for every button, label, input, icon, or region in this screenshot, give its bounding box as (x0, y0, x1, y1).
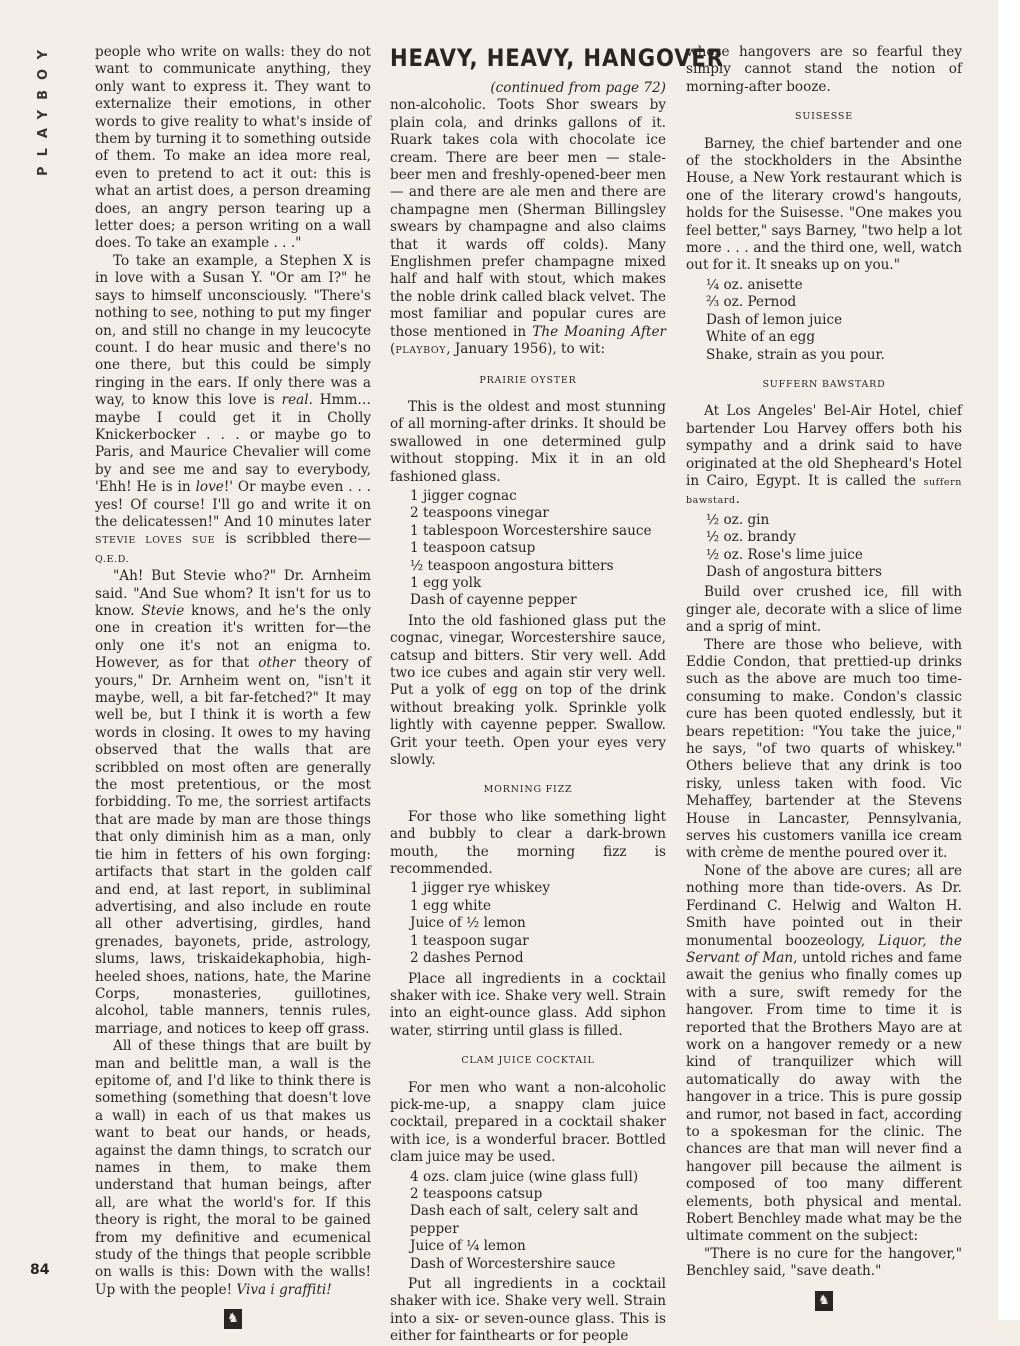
ingredient: 1 teaspoon sugar (410, 932, 529, 949)
column-2 (390, 44, 724, 1346)
ingredient-list (686, 277, 962, 364)
ingredient: 1 jigger cognac (410, 487, 517, 504)
page-number: 84 (30, 1262, 50, 1278)
paragraph: Put all ingredients in a cocktail shaker with ice. Shake very well. Strain into a six- or seven-ounce glass. This is either for fainthearts or for people (390, 1276, 666, 1345)
rabbit-head-icon: ♞ (224, 1309, 242, 1329)
column-3 (686, 44, 962, 1311)
ingredient: ½ oz. Rose's lime juice (706, 546, 863, 563)
ingredient: Juice of ¼ lemon (410, 1238, 526, 1255)
ingredient: Dash of lemon juice (706, 311, 843, 328)
masthead: PLAYBOY (36, 40, 51, 176)
recipe-title: CLAM JUICE COCKTAIL (461, 1055, 595, 1067)
ingredient-list (390, 880, 666, 967)
ingredient: 1 egg yolk (410, 574, 482, 591)
paragraph: Into the old fashioned glass put the cognac, vinegar, Worcestershire sauce, catsup and bitters. Stir very well. Add two ice cubes and again stir very well. Put a yolk of egg on top of the drink without breaking yolk. Sprinkle yolk lightly with cayenne pepper. Swallow. Grit your teeth. Open your eyes very slowly. (390, 612, 666, 769)
article-headline: HEAVY, HEAVY, HANGOVER (390, 44, 724, 72)
recipe-title: SUISESSE (795, 111, 853, 123)
ingredient: 1 jigger rye whiskey (410, 880, 551, 897)
ingredient: Shake, strain as you pour. (706, 346, 885, 363)
ingredient-list (390, 1169, 666, 1273)
ingredient: Dash of cayenne pepper (410, 592, 577, 609)
ingredient: Juice of ½ lemon (410, 915, 526, 932)
paragraph: "Ah! But Stevie who?" Dr. Arnheim said. "And Sue whom? It isn't for us to know. Stevie knows, and he's the only one in creation it's written for—the only one it's not an enigma to. However, as for that other theory of yours," Dr. Arnheim went on, "isn't it maybe, well, a bit far-fetched?" It may well be, but I think it is worth a few words in closing. It owes to my having observed that the walls that are scribbled on most often are generally the most pretentious, or the most forbidding. To me, the sorriest artifacts that are made by man are those things that only diminish him as a man, only tie him in fetters of his own forging: artifacts that start in the golden calf and end, at last report, in subliminal advertising, and also include en route all other advertising, girdles, hand grenades, bayonets, pride, astrology, slums, laws, triskaidekaphobia, high-heeled shoes, nations, hate, the Marine Corps, monasteries, guillotines, alcohol, table manners, tennis rules, marriage, and notices to keep off grass. (95, 568, 371, 1037)
ingredient: 2 teaspoons catsup (410, 1185, 543, 1202)
ingredient: ½ teaspoon angostura bitters (410, 557, 614, 574)
page-edge (998, 0, 1020, 1320)
ingredient: 1 egg white (410, 897, 491, 914)
column-1 (95, 44, 371, 1329)
paragraph: Place all ingredients in a cocktail shaker with ice. Shake very well. Strain into an eight-ounce glass. Add siphon water, stirring until glass is filled. (390, 970, 666, 1039)
paragraph: Barney, the chief bartender and one of the stockholders in the Absinthe House, a New York restaurant which is one of the literary crowd's hangouts, holds for the Suisesse. "One makes you feel better," says Barney, "two help a lot more . . . and the third one, well, watch out for it. It sneaks up on you." (686, 135, 962, 274)
paragraph: At Los Angeles' Bel-Air Hotel, chief bartender Lou Harvey offers both his sympathy and a drink said to have originated at the old Shepheard's Hotel in Cairo, Egypt. It is called the suffern bawstard. (686, 403, 962, 508)
recipe-title: PRAIRIE OYSTER (479, 374, 577, 386)
ingredient: 1 tablespoon Worcestershire sauce (410, 522, 652, 539)
rabbit-head-icon: ♞ (815, 1291, 833, 1311)
ingredient: 4 ozs. clam juice (wine glass full) (410, 1168, 639, 1185)
recipe-title: SUFFERN BAWSTARD (762, 378, 886, 390)
paragraph: Build over crushed ice, fill with ginger ale, decorate with a slice of lime and a sprig of mint. (686, 584, 962, 636)
ingredient: ½ oz. brandy (706, 529, 796, 546)
ingredient: ¼ oz. anisette (706, 276, 803, 293)
ingredient: 1 teaspoon catsup (410, 540, 536, 557)
paragraph: people who write on walls: they do not want to communicate anything, they only want to express it. They want to externalize their emotions, in other words to give reality to what's inside of them by turning it to something outside of them. To make an idea more real, even to pretend to act it out: this is what an artist does, a person dreaming does, an angry person tearing up a letter does; a person writing on a wall does. To take an example . . ." (95, 44, 371, 252)
paragraph: All of these things that are built by man and belittle man, a wall is the epitome of, and I'd like to think there is something (something that doesn't love a wall) in each of us that makes us want to beat our hands, or heads, against the damn things, to scratch our names in them, to make them understand that human beings, after all, are what the world's for. If this theory is right, the moral to be gained from my definitive and ecumenical study of the things that people scribble on walls is this: Down with the walls! Up with the people! Viva i graffiti! (95, 1038, 371, 1298)
continued-note: (continued from page 72) (490, 80, 666, 96)
ingredient: Dash each of salt, celery salt and pepper (410, 1203, 639, 1237)
paragraph: For those who like something light and bubbly to clear a dark-brown mouth, the morning fizz is recommended. (390, 808, 666, 878)
paragraph: "There is no cure for the hangover," Benchley said, "save death." (686, 1245, 962, 1280)
ingredient: 2 dashes Pernod (410, 950, 524, 967)
paragraph: To take an example, a Stephen X is in love with a Susan Y. "Or am I?" he says to himself unconsciously. "There's nothing to see, nothing to put my finger on, and still no change in my leucocyte count. I do hear music and there's no one there, but this could be simply ringing in the ears. If only there was a way, to know this love is real. Hmm…maybe I could get it in Cholly Knickerbocker . . . or maybe go to Paris, and Maurice Chevalier will come by and see me and say to everybody, 'Ehh! He is in love!' Or maybe even . . . yes! Of course! I'll go and write it on the delicatessen!" And 10 minutes later STEVIE LOVES SUE is scribbled there—Q.E.D. (95, 252, 371, 565)
paragraph: whose hangovers are so fearful they simply cannot stand the notion of morning-after booze. (686, 44, 962, 95)
ingredient: Dash of angostura bitters (706, 563, 882, 580)
paragraph: There are those who believe, with Eddie Condon, that prettied-up drinks such as the above are much too time-consuming to make. Condon's classic cure has been quoted endlessly, but it bears repetition: "You take the juice," he says, "of two quarts of whiskey." Others believe that any drink is too risky, unless taken with food. Vic Mehaffey, bartender at the Stevens House in Lancaster, Pennsylvania, serves his customers vanilla ice cream with crème de menthe poured over it. (686, 636, 962, 862)
ingredient: 2 teaspoons vinegar (410, 505, 549, 522)
ingredient: White of an egg (706, 329, 816, 346)
paragraph: non-alcoholic. Toots Shor swears by plain cola, and drinks gallons of it. Ruark takes cola with chocolate ice cream. There are beer men — stale-beer men and freshly-opened-beer men — and there are ale men and there are champagne men (Sherman Billingsley swears by champagne and also claims that it wards off colds). Many Englishmen prefer champagne mixed half and half with stout, which makes the noble drink called black velvet. The most familiar and popular cures are those mentioned in The Moaning After (PLAYBOY, January 1956), to wit: (390, 97, 666, 358)
ingredient-list (686, 512, 962, 582)
recipe-title: MORNING FIZZ (483, 784, 573, 796)
ingredient: ⅔ oz. Pernod (706, 294, 797, 311)
ingredient: ½ oz. gin (706, 511, 770, 528)
ingredient: Dash of Worcestershire sauce (410, 1255, 616, 1272)
ingredient-list (390, 488, 666, 610)
paragraph: For men who want a non-alcoholic pick-me-up, a snappy clam juice cocktail, prepared in a cocktail shaker with ice, is a wonderful bracer. Bottled clam juice may be used. (390, 1079, 666, 1166)
paragraph: This is the oldest and most stunning of all morning-after drinks. It should be swallowed in one determined gulp without stopping. Mix it in an old fashioned glass. (390, 398, 666, 485)
paragraph: None of the above are cures; all are nothing more than tide-overs. As Dr. Ferdinand C. Helwig and Walton H. Smith have pointed out in their monumental boozeology, Liquor, the Servant of Man, untold riches and fame await the genius who finally comes up with a sure, swift remedy for the hangover. From time to time it is reported that the Brothers Mayo are at work on a hangover remedy or a new kind of tranquilizer which will automatically do away with the hangover in a trice. This is pure gossip and rumor, not based in fact, according to a spokesman for the clinic. The chances are that man will never find a hangover pill because the ailment is composed of too many different elements, both physical and mental. Robert Benchley made what may be the ultimate comment on the subject: (686, 862, 962, 1245)
